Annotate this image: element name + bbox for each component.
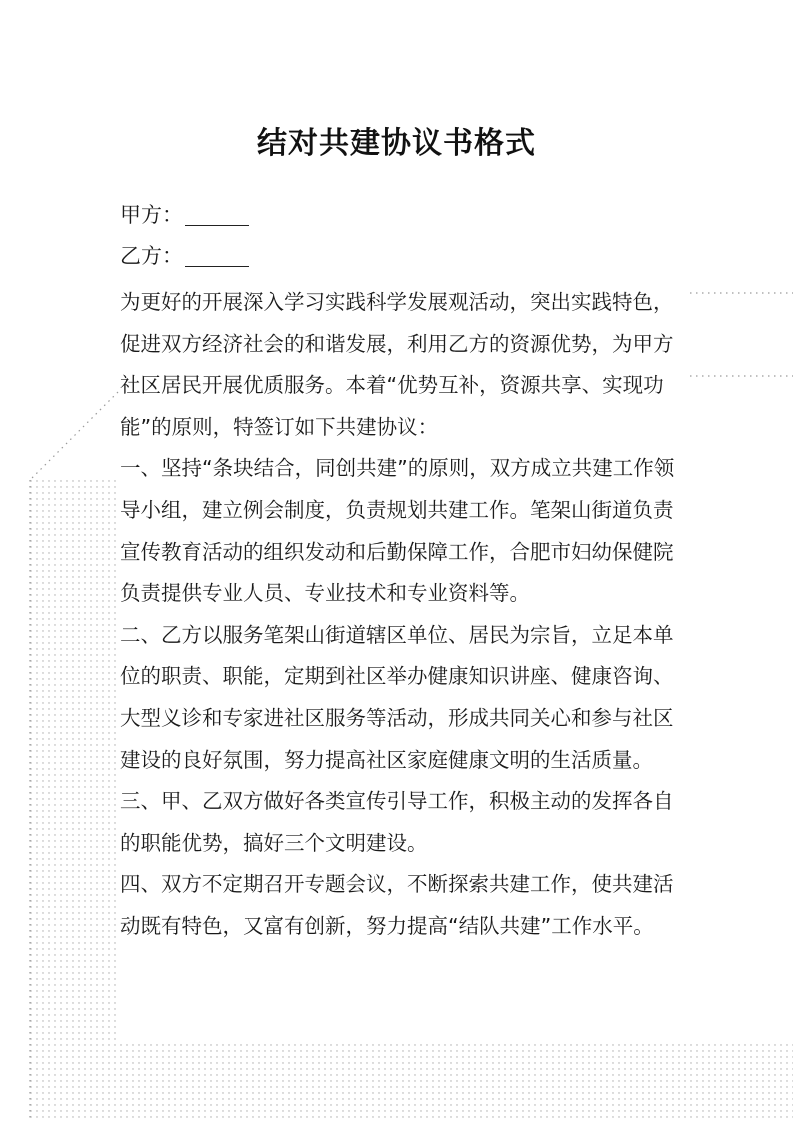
party-a-label: 甲方： <box>120 203 183 227</box>
clause-two-paragraph: 二、乙方以服务笔架山街道辖区单位、居民为宗旨，立足本单位的职责、职能，定期到社区举办健康知识讲座、健康咨询、大型义诊和专家进社区服务等活动，形成共同关心和参与社区建设的良好氛围，努力提高社区家庭健康文明的生活质量。 <box>120 622 674 772</box>
clause-four-paragraph: 四、双方不定期召开专题会议，不断探索共建工作，使共建活动既有特色，又富有创新，努力提高“结队共建”工作水平。 <box>120 872 674 938</box>
party-b-blank <box>185 246 249 267</box>
party-a-blank <box>185 205 249 226</box>
clause-three-paragraph: 三、甲、乙双方做好各类宣传引导工作，积极主动的发挥各自的职能优势，搞好三个文明建设。 <box>120 789 674 855</box>
document-title: 结对共建协议书格式 <box>257 126 536 161</box>
party-b-label: 乙方： <box>120 244 183 268</box>
intro-paragraph: 为更好的开展深入学习实践科学发展观活动，突出实践特色，促进双方经济社会的和谐发展，利用乙方的资源优势，为甲方社区居民开展优质服务。本着“优势互补，资源共享、实现功能”的原则，特签订如下共建协议： <box>120 290 674 439</box>
agreement-body <box>120 282 680 948</box>
party-a-line <box>120 200 249 230</box>
clause-one-paragraph: 一、坚持“条块结合，同创共建”的原则，双方成立共建工作领导小组，建立例会制度，负责规划共建工作。笔架山街道负责宣传教育活动的组织发动和后勤保障工作，合肥市妇幼保健院负责提供专业人员、专业技术和专业资料等。 <box>120 456 675 606</box>
party-b-line <box>120 241 249 271</box>
